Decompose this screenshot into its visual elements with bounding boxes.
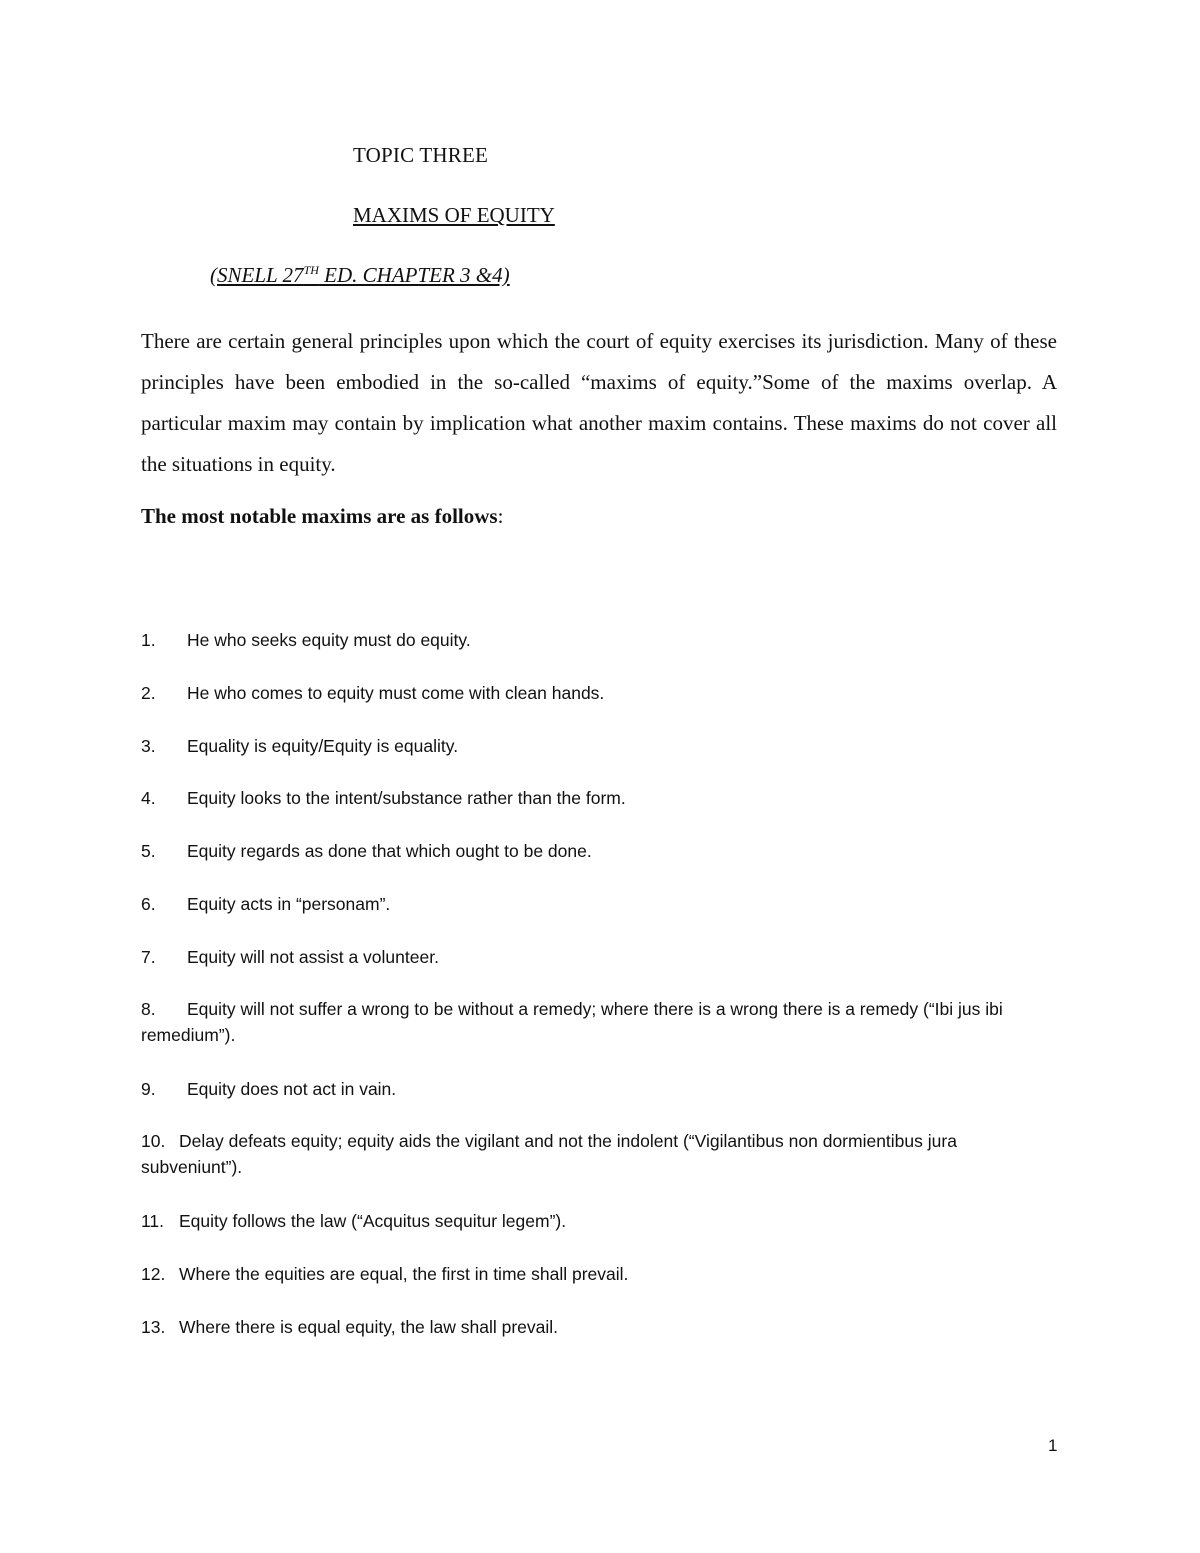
reference-superscript: TH xyxy=(303,263,319,277)
list-item xyxy=(141,680,1061,706)
reference-prefix: (SNELL 27 xyxy=(210,263,304,287)
list-item-number: 6. xyxy=(141,894,156,914)
list-item-number: 5. xyxy=(141,841,156,861)
list-item-text: Equity looks to the intent/substance rather than the form. xyxy=(187,788,626,808)
list-item xyxy=(141,1076,1061,1102)
list-item-text: Where there is equal equity, the law shall prevail. xyxy=(179,1317,559,1337)
topic-title: TOPIC THREE xyxy=(353,143,489,167)
list-item-number: 2. xyxy=(141,683,156,703)
list-item xyxy=(141,1314,1061,1340)
list-item-number: 13. xyxy=(141,1317,166,1337)
list-item-text: Equality is equity/Equity is equality. xyxy=(187,736,459,756)
reference-suffix: ED. CHAPTER 3 &4) xyxy=(318,263,510,287)
list-item-text: Equity does not act in vain. xyxy=(187,1079,397,1099)
page-number: 1 xyxy=(1048,1436,1058,1455)
subject-title: MAXIMS OF EQUITY xyxy=(353,203,555,227)
notable-heading xyxy=(141,504,503,529)
list-item xyxy=(141,891,1061,917)
list-item-number: 7. xyxy=(141,947,156,967)
list-item-number: 11. xyxy=(141,1211,165,1231)
list-item xyxy=(141,733,1061,759)
reference-line xyxy=(210,263,510,288)
list-item-text: Equity will not assist a volunteer. xyxy=(187,947,439,967)
list-item-text: Equity acts in “personam”. xyxy=(187,894,391,914)
list-item xyxy=(141,944,1061,970)
list-item-text: Equity regards as done that which ought to be done. xyxy=(187,841,592,861)
list-item-text: Equity follows the law (“Acquitus sequitur legem”). xyxy=(179,1211,567,1231)
list-item-number: 3. xyxy=(141,736,156,756)
list-item-number: 12. xyxy=(141,1264,166,1284)
list-item xyxy=(141,1128,1061,1180)
list-item-text: He who seeks equity must do equity. xyxy=(187,630,471,650)
list-item-text: Where the equities are equal, the first in time shall prevail. xyxy=(179,1264,629,1284)
list-item xyxy=(141,838,1061,864)
list-item xyxy=(141,627,1061,653)
list-item-text: Delay defeats equity; equity aids the vigilant and not the indolent (“Vigilantibus non dormientibus jura subveniunt”). xyxy=(141,1131,957,1177)
list-item-number: 9. xyxy=(141,1079,156,1099)
list-item xyxy=(141,1208,1061,1234)
list-item xyxy=(141,785,1061,811)
list-item-number: 10. xyxy=(141,1131,166,1151)
list-item-number: 8. xyxy=(141,999,156,1019)
list-item xyxy=(141,996,1061,1048)
list-item-text: Equity will not suffer a wrong to be without a remedy; where there is a wrong there is a remedy (“Ibi jus ibi remedium”). xyxy=(141,999,1003,1045)
list-item-number: 1. xyxy=(141,630,156,650)
list-item-text: He who comes to equity must come with clean hands. xyxy=(187,683,605,703)
list-item-number: 4. xyxy=(141,788,156,808)
intro-paragraph: There are certain general principles upon which the court of equity exercises its jurisdiction. Many of these principles have been embodied in the so-called “maxims of equity.”Some of the maxims overlap. A particular maxim may contain by implication what another maxim contains. These maxims do not cover all the situations in equity. xyxy=(141,329,1057,476)
notable-heading-text: The most notable maxims are as follows xyxy=(141,504,498,528)
notable-heading-colon: : xyxy=(497,504,504,528)
list-item xyxy=(141,1261,1061,1287)
